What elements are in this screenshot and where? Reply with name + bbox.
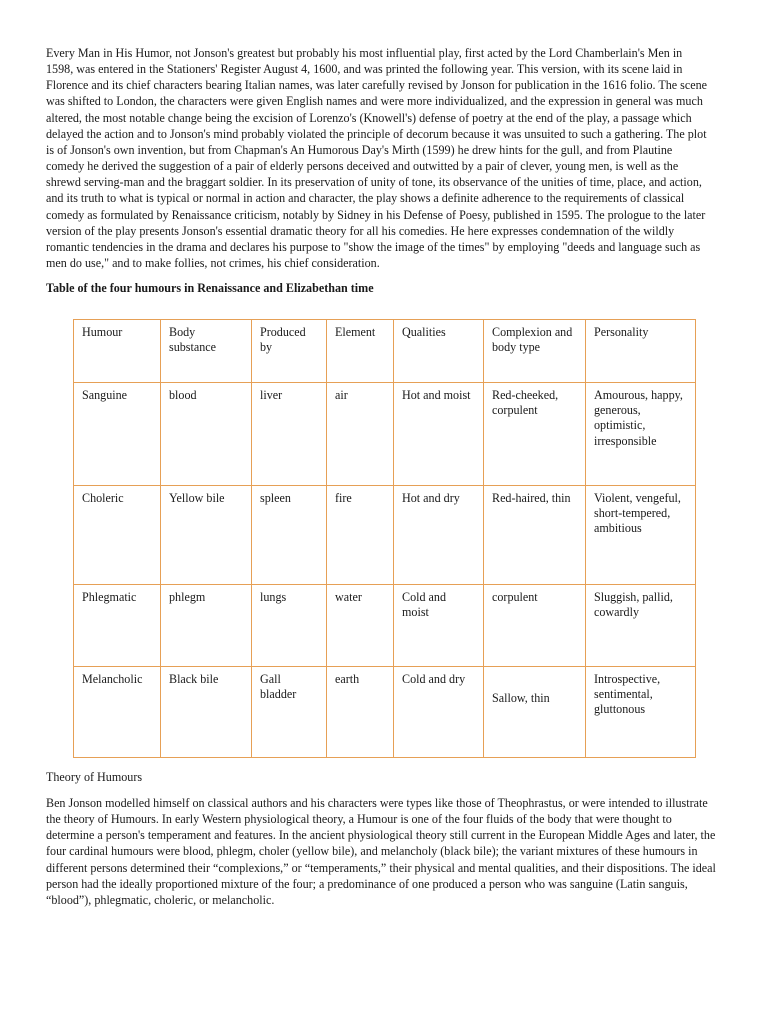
table-cell: liver: [252, 383, 327, 486]
table-cell: fire: [327, 486, 394, 585]
table-cell: earth: [327, 667, 394, 758]
theory-paragraph: Ben Jonson modelled himself on classical authors and his characters were types like those of Theophrastus, or were intended to illustrate the theory of Humours. In early Western physiological theory, a Humour is one of the four fluids of the body that were thought to determine a person's temperament and features. In the ancient physiological theory still current in the European Middle Ages and later, the four cardinal humours were blood, phlegm, choler (yellow bile), and melancholy (black bile); the variant mixtures of these humours in different persons determined their “complexions,” or “temperaments,” their physical and mental qualities, and their dispositions. The ideal person had the ideally proportioned mixture of the four; a predominance of one produced a person who was sanguine (Latin sanguis, “blood”), phlegmatic, choleric, or melancholic.: [46, 796, 716, 907]
table-cell: Phlegmatic: [74, 585, 161, 667]
table-cell: Black bile: [161, 667, 252, 758]
table-cell: phlegm: [161, 585, 252, 667]
table-cell: Sanguine: [74, 383, 161, 486]
table-row-melancholic: [74, 667, 696, 758]
table-cell: water: [327, 585, 394, 667]
intro-paragraph: Every Man in His Humor, not Jonson's greatest but probably his most influential play, first acted by the Lord Chamberlain's Men in 1598, was entered in the Stationers' Register August 4, 1600, and was printed the following year. This version, with its scene laid in Florence and its chief characters bearing Italian names, was later carefully revised by Jonson for publication in the 1616 folio. The scene was shifted to London, the characters were given English names and were more individualized, and the expression in general was much altered, the most notable change being the excision of Lorenzo's (Knowell's) defense of poetry at the end of the play, a passage which delayed the action and to Jonson's mind probably violated the principle of decorum because it was unsuited to such a gathering. The plot is of Jonson's own invention, but from Chapman's An Humorous Day's Mirth (1599) he drew hints for the gull, and from Plautine comedy he derived the suggestion of a pair of elderly persons deceived and outwitted by a pair of clever, young men, is well as the shrewd serving-man and the braggart soldier. In its preservation of unity of tone, its observance of the unities of time, place, and action, and its truth to what is typical or normal in action and character, the play shows a definite adherence to the requirements of classical comedy as formulated by Renaissance criticism, notably by Sidney in his Defense of Poesy, published in 1595. The prologue to the later version of the play presents Jonson's essential dramatic theory for all his comedies. He here expresses condemnation of the wildly romantic tendencies in the drama and declares his purpose to "show the image of the times" by employing "deeds and language such as men do use," and to make follies, not crimes, his chief consideration.: [46, 46, 708, 271]
header-qualities: Qualities: [394, 320, 484, 383]
table-cell: corpulent: [484, 585, 586, 667]
table-cell: Melancholic: [74, 667, 161, 758]
table-cell: Gall bladder: [252, 667, 327, 758]
table-cell: air: [327, 383, 394, 486]
table-cell: Introspective, sentimental, gluttonous: [586, 667, 696, 758]
table-cell: Cold and dry: [394, 667, 484, 758]
header-personality: Personality: [586, 320, 696, 383]
table-cell: Sluggish, pallid, cowardly: [586, 585, 696, 667]
header-body-substance: Body substance: [161, 320, 252, 383]
header-complexion: Complexion and body type: [484, 320, 586, 383]
header-humour: Humour: [74, 320, 161, 383]
table-cell: Hot and dry: [394, 486, 484, 585]
table-cell: Choleric: [74, 486, 161, 585]
theory-heading: Theory of Humours: [46, 770, 143, 784]
table-cell: Hot and moist: [394, 383, 484, 486]
header-element: Element: [327, 320, 394, 383]
table-title: Table of the four humours in Renaissance and Elizabethan time: [46, 281, 374, 295]
table-cell: Yellow bile: [161, 486, 252, 585]
table-cell: blood: [161, 383, 252, 486]
table-cell: Violent, vengeful, short-tempered, ambitious: [586, 486, 696, 585]
table-cell: Red-haired, thin: [484, 486, 586, 585]
table-row-phlegmatic: [74, 585, 696, 667]
header-produced-by: Produced by: [252, 320, 327, 383]
table-cell: Amourous, happy, generous, optimistic, irresponsible: [586, 383, 696, 486]
table-cell: Sallow, thin: [484, 667, 586, 758]
table-cell: spleen: [252, 486, 327, 585]
table-row-sanguine: [74, 383, 696, 486]
document-page: [46, 45, 710, 271]
table-row-choleric: [74, 486, 696, 585]
table-cell: Cold and moist: [394, 585, 484, 667]
humours-table: [73, 319, 696, 758]
table-cell: lungs: [252, 585, 327, 667]
table-cell: Red-cheeked, corpulent: [484, 383, 586, 486]
table-header-row: [74, 320, 696, 383]
